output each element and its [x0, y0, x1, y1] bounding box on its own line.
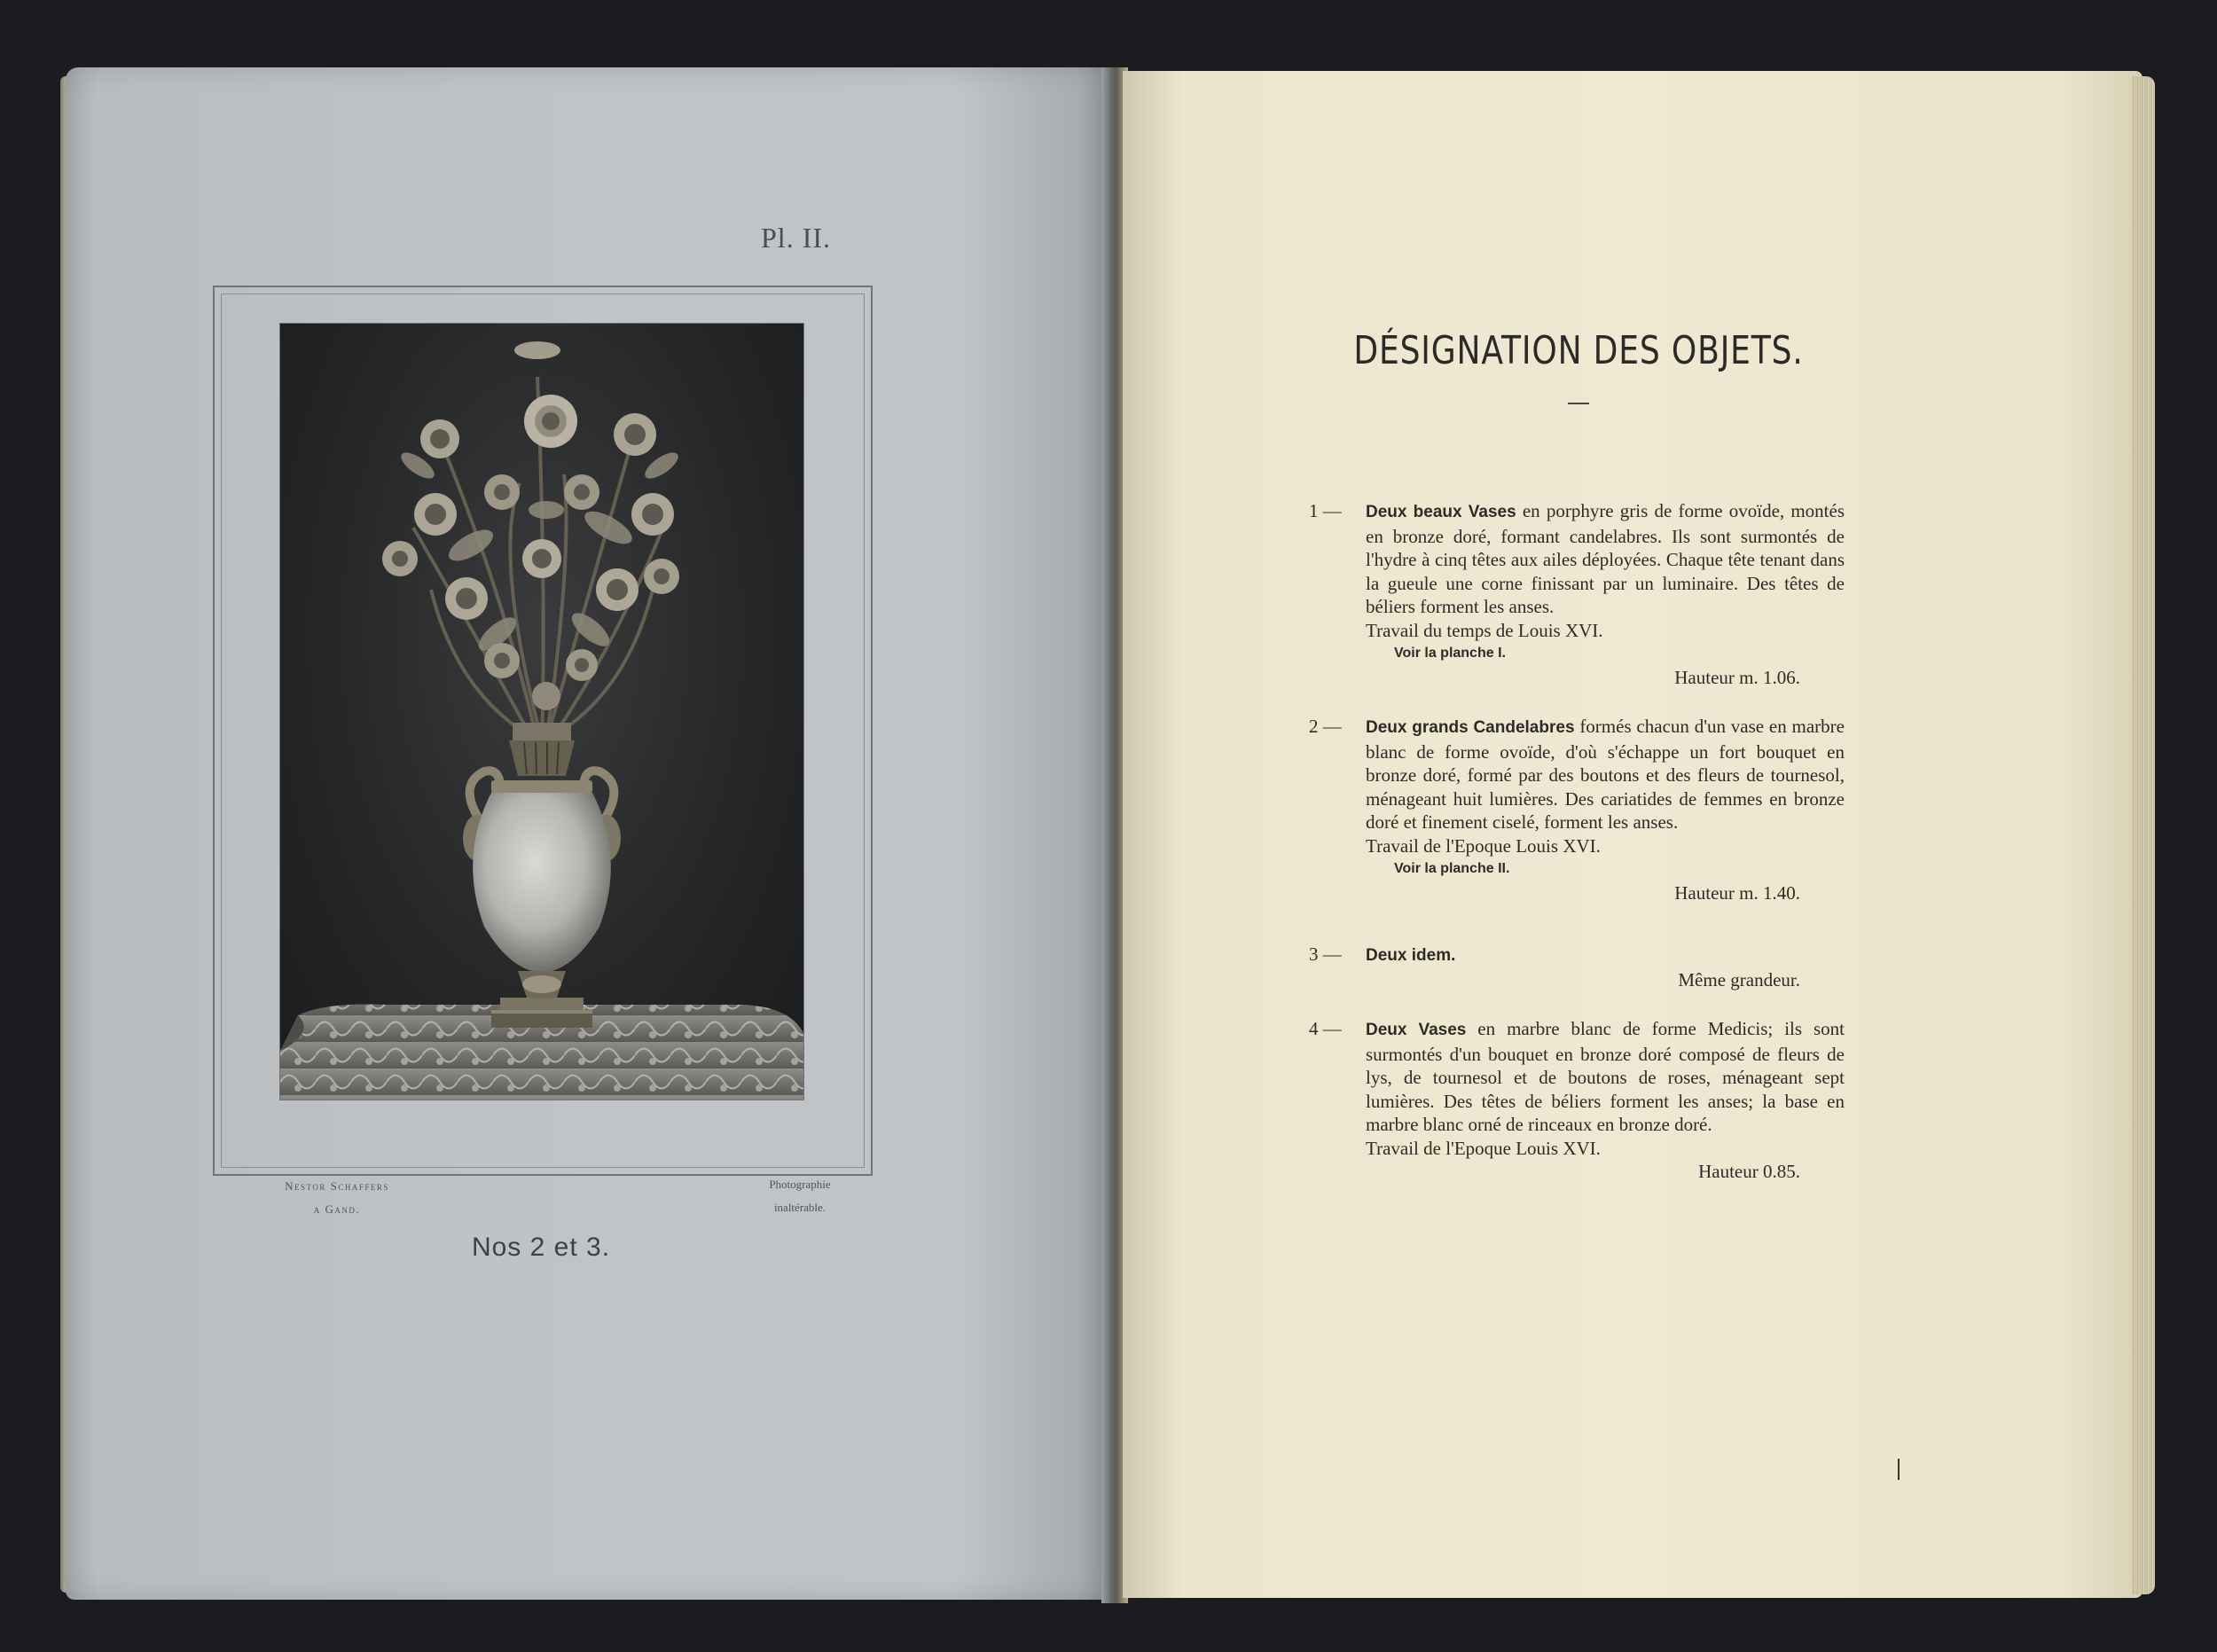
ink-mark — [1898, 1459, 1900, 1480]
entry-period: Travail de l'Epoque Louis XVI. — [1366, 1137, 1601, 1159]
entry-1 — [1309, 499, 1845, 689]
entry-text: en marbre blanc de forme Medicis; ils sont surmontés d'un bouquet en bronze doré composé de fleurs de lys, de tournesol et de boutons de roses, ménageant sept lumières. Des têtes de béliers forment les anses; la base en marbre blanc orné de rinceaux en bronze doré. — [1366, 1018, 1845, 1135]
entry-reference: Voir la planche I. — [1394, 646, 1506, 661]
entry-text: formés chacun d'un vase en marbre blanc de forme ovoïde, d'où s'échappe un fort bouquet en bronze doré, formé par des boutons et des fleurs de tournesol, ménageant huit lumières. Des cariatides de femmes en bronze doré et finement ciselé, forment les anses. — [1366, 716, 1845, 833]
photographer-credit — [248, 1175, 426, 1221]
entry-number: 3 — — [1309, 943, 1342, 965]
entry-period: Travail de l'Epoque Louis XVI. — [1366, 834, 1601, 857]
entry-4 — [1309, 1017, 1845, 1184]
photo-process-credit — [729, 1173, 871, 1219]
flower-heads — [382, 341, 679, 710]
entry-number: 4 — — [1309, 1018, 1342, 1039]
process-line-2: inaltérable. — [773, 1201, 826, 1214]
entry-body — [1366, 715, 1845, 904]
entry-2 — [1309, 715, 1845, 904]
entry-height: Hauteur m. 1.40. — [1674, 881, 1800, 904]
document-title: DÉSIGNATION DES OBJETS. — [1353, 328, 1804, 373]
photographer-city: a Gand. — [313, 1202, 361, 1216]
entry-reference: Voir la planche II. — [1394, 861, 1510, 876]
entry-body — [1366, 499, 1845, 689]
entry-number: 1 — — [1309, 500, 1342, 521]
entry-height: Même grandeur. — [1678, 968, 1800, 990]
entry-3 — [1309, 943, 1845, 991]
entry-name: Deux grands Candelabres — [1366, 718, 1575, 737]
photographer-name: Nestor Schaffers — [285, 1179, 389, 1193]
entry-body — [1366, 943, 1845, 991]
process-line-1: Photographie — [769, 1178, 831, 1191]
entry-name: Deux idem. — [1366, 946, 1456, 965]
page-stack-edge — [2132, 76, 2155, 1594]
entry-text: en porphyre gris de forme ovoïde, montés en bronze doré, formant candelabres. Ils sont surmontés de l'hydre à cinq têtes aux ailes déployées. Chaque tête tenant dans la gueule une corne finissant par un luminaire. Des têtes de béliers forment les anses. — [1366, 500, 1845, 617]
plate-caption: Nos 2 et 3. — [471, 1233, 611, 1262]
entry-body — [1366, 1017, 1845, 1184]
entry-number: 2 — — [1309, 716, 1342, 737]
entry-period: Travail du temps de Louis XVI. — [1366, 619, 1603, 641]
plate-number: Pl. II. — [761, 222, 831, 254]
candelabra-illustration — [280, 324, 803, 1100]
entry-height: Hauteur m. 1.06. — [1674, 666, 1800, 688]
entry-height: Hauteur 0.85. — [1698, 1161, 1800, 1182]
candelabra-photograph — [280, 324, 803, 1100]
entry-name: Deux Vases — [1366, 1021, 1467, 1039]
title-rule — [1568, 403, 1589, 404]
entry-name: Deux beaux Vases — [1366, 503, 1516, 521]
